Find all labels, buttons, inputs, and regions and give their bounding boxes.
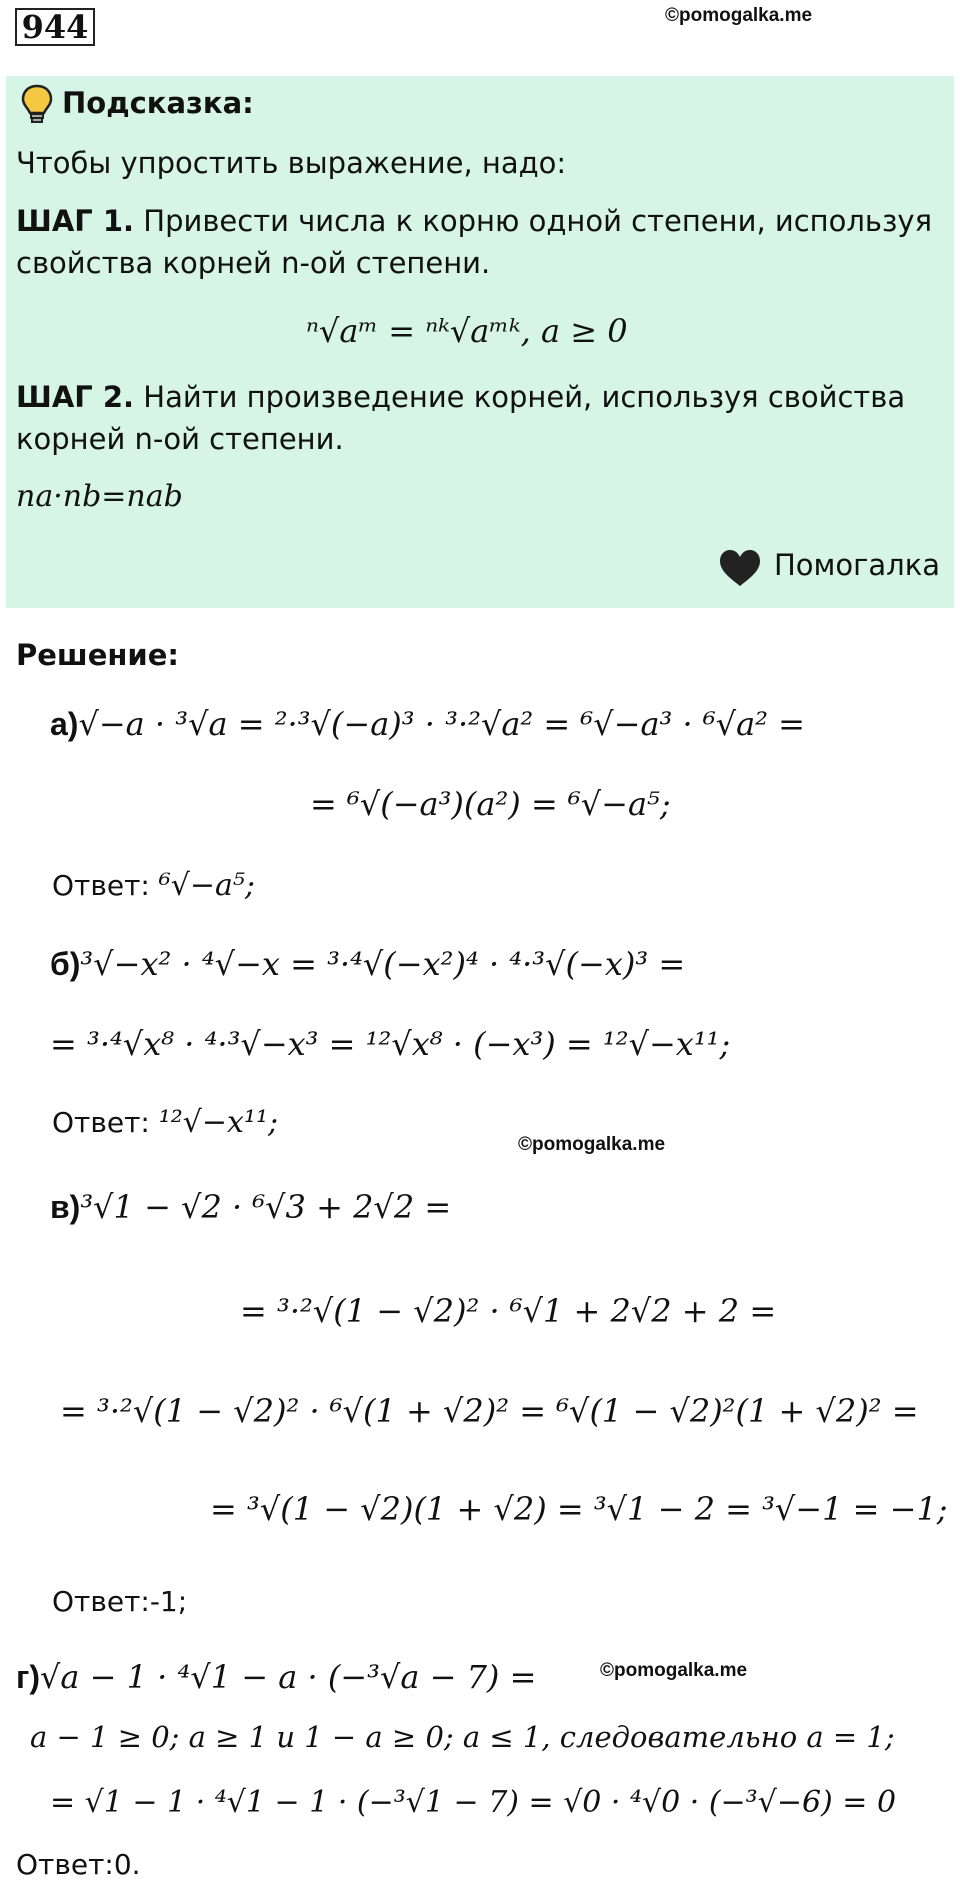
- part-b-line1: [50, 945, 685, 983]
- step1-line1: Привести числа к корню одной степени, используя: [143, 204, 933, 238]
- lightbulb-icon: [20, 84, 54, 124]
- part-a-answer: [52, 868, 255, 903]
- part-g-line1: [16, 1658, 536, 1696]
- part-v-answer: Ответ:-1;: [52, 1585, 188, 1618]
- part-v-label: в): [50, 1189, 81, 1225]
- hint-title: Подсказка:: [62, 86, 254, 120]
- watermark-top: ©pomogalka.me: [665, 5, 813, 26]
- solution-title: Решение:: [16, 638, 180, 672]
- part-b-answer-value: ¹²√−x¹¹;: [158, 1105, 279, 1140]
- step2-label: ШАГ 2.: [16, 380, 135, 414]
- part-b-answer-label: Ответ:: [52, 1106, 150, 1139]
- step2-line2: корней n-ой степени.: [16, 422, 344, 456]
- step2-formula: na·nb=nab: [16, 479, 183, 514]
- problem-number: 944: [15, 8, 95, 46]
- watermark-bottom: ©pomogalka.me: [600, 1660, 748, 1681]
- part-a-line1: [50, 705, 805, 743]
- step2-line1: Найти произведение корней, используя свойства: [143, 380, 906, 414]
- part-b-expr1: ³√−x² · ⁴√−x = ³·⁴√(−x²)⁴ · ⁴·³√(−x)³ =: [80, 945, 686, 983]
- brand-name: Помогалка: [774, 548, 940, 582]
- watermark-middle: ©pomogalka.me: [518, 1134, 666, 1155]
- step1-formula: ⁿ√aᵐ = ⁿᵏ√aᵐᵏ, a ≥ 0: [306, 312, 628, 350]
- part-g-line2: a − 1 ≥ 0; a ≥ 1 и 1 − a ≥ 0; a ≤ 1, следовательно a = 1;: [30, 1720, 895, 1754]
- part-b-line2: = ³·⁴√x⁸ · ⁴·³√−x³ = ¹²√x⁸ · (−x³) = ¹²√−x¹¹;: [50, 1025, 731, 1063]
- part-g-line3: = √1 − 1 · ⁴√1 − 1 · (−³√1 − 7) = √0 · ⁴√0 · (−³√−6) = 0: [50, 1785, 897, 1820]
- hint-step1: [16, 200, 944, 242]
- part-a-answer-value: ⁶√−a⁵;: [158, 868, 256, 903]
- part-g-answer: Ответ:0.: [16, 1848, 141, 1881]
- part-g-label: г): [16, 1659, 40, 1695]
- hint-intro: Чтобы упростить выражение, надо:: [16, 146, 567, 180]
- part-b-label: б): [50, 946, 81, 982]
- part-v-line2: = ³·²√(1 − √2)² · ⁶√1 + 2√2 + 2 =: [240, 1292, 777, 1330]
- part-g-expr1: √a − 1 · ⁴√1 − a · (−³√a − 7) =: [39, 1658, 537, 1696]
- heart-icon: [718, 548, 762, 588]
- step1-label: ШАГ 1.: [16, 204, 135, 238]
- hint-step2: [16, 376, 905, 418]
- part-v-line4: = ³√(1 − √2)(1 + √2) = ³√1 − 2 = ³√−1 = −1;: [210, 1490, 948, 1528]
- step1-line2: свойства корней n-ой степени.: [16, 246, 491, 280]
- part-v-expr1: ³√1 − √2 · ⁶√3 + 2√2 =: [80, 1188, 452, 1226]
- hint-box: [6, 76, 954, 608]
- part-a-line2: = ⁶√(−a³)(a²) = ⁶√−a⁵;: [310, 785, 671, 823]
- part-b-answer: [52, 1105, 278, 1140]
- part-a-answer-label: Ответ:: [52, 869, 150, 902]
- part-a-expr1: √−a · ³√a = ²·³√(−a)³ · ³·²√a² = ⁶√−a³ · ⁶√a² =: [78, 705, 805, 743]
- part-v-line1: [50, 1188, 451, 1226]
- part-v-line3: = ³·²√(1 − √2)² · ⁶√(1 + √2)² = ⁶√(1 − √2)²(1 + √2)² =: [60, 1392, 919, 1430]
- part-a-label: а): [50, 706, 79, 742]
